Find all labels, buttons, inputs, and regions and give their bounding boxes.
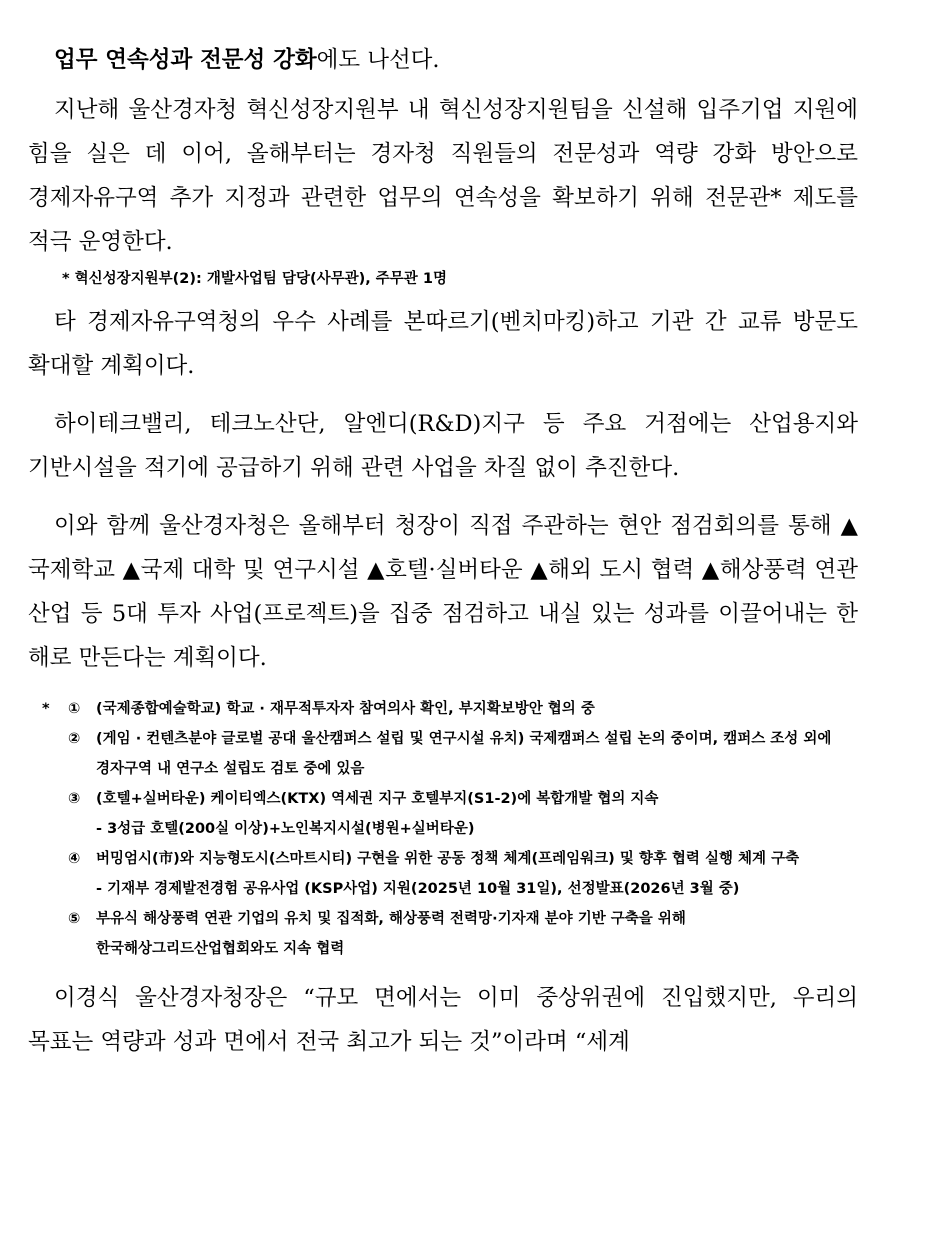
note-text: (호텔+실버타운) 케이티엑스(KTX) 역세권 지구 호텔부지(S1-2)에 복합개발 협의 지속 [96, 791, 659, 807]
note-number: ⑤ [68, 911, 81, 927]
note-number: ② [68, 731, 81, 747]
note-item-3 [28, 784, 858, 844]
document-page [28, 0, 858, 1064]
paragraph-3: 하이테크밸리, 테크노산단, 알엔디(R&D)지구 등 주요 거점에는 산업용지와 기반시설을 적기에 공급하기 위해 관련 사업을 차질 없이 추진한다. [28, 411, 858, 481]
note-subtext: - 3성급 호텔(200실 이상)+노인복지시설(병원+실버타운) [96, 821, 475, 837]
heading-bold: 업무 연속성과 전문성 강화 [54, 47, 317, 73]
note-text: 버밍엄시(市)와 지능형도시(스마트시티) 구현을 위한 공동 정책 체계(프레임워크) 및 향후 협력 실행 체계 구축 [96, 851, 800, 867]
note-text: (게임 · 컨텐츠분야 글로벌 공대 울산캠퍼스 설립 및 연구시설 유치) 국제캠퍼스 설립 논의 중이며, 캠퍼스 조성 외에 경자구역 내 연구소 설립도 검토 중에 있음 [96, 731, 832, 777]
notes-list [28, 694, 858, 964]
note-number: ① [68, 701, 81, 717]
note-number: ③ [68, 791, 81, 807]
note-subtext: - 기재부 경제발전경험 공유사업 (KSP사업) 지원(2025년 10월 31일), 선정발표(2026년 3월 중) [96, 881, 740, 897]
note-item-4 [28, 844, 858, 904]
paragraph-4: 이와 함께 울산경자청은 올해부터 청장이 직접 주관하는 현안 점검회의를 통해 ▲국제학교 ▲국제 대학 및 연구시설 ▲호텔·실버타운 ▲해외 도시 협력 ▲해상풍력 연관 산업 등 5대 투자 사업(프로젝트)을 집중 점검하고 내실 있는 성과를 이끌어내는 한 해로 만든다는 계획이다. [28, 513, 858, 671]
note-text: 부유식 해상풍력 연관 기업의 유치 및 집적화, 해상풍력 전력망·기자재 분야 기반 구축을 위해 한국해상그리드산업협회와도 지속 협력 [96, 911, 686, 957]
note-number: ④ [68, 851, 81, 867]
note-star: * [42, 701, 50, 717]
note-item-1 [28, 694, 858, 724]
heading-rest: 에도 나선다. [316, 47, 440, 73]
paragraph-2: 타 경제자유구역청의 우수 사례를 본따르기(벤치마킹)하고 기관 간 교류 방문도 확대할 계획이다. [28, 309, 858, 379]
note-text: (국제종합예술학교) 학교 · 재무적투자자 참여의사 확인, 부지확보방안 협의 중 [96, 701, 595, 717]
note-item-2 [28, 724, 858, 784]
note-item-5 [28, 904, 858, 964]
heading-line [28, 38, 858, 82]
footnote-1: * 혁신성장지원부(2): 개발사업팀 담당(사무관), 주무관 1명 [62, 271, 447, 287]
paragraph-1: 지난해 울산경자청 혁신성장지원부 내 혁신성장지원팀을 신설해 입주기업 지원에 힘을 실은 데 이어, 올해부터는 경자청 직원들의 전문성과 역량 강화 방안으로 경제자유구역 추가 지정과 관련한 업무의 연속성을 확보하기 위해 전문관* 제도를 적극 운영한다. [28, 97, 858, 255]
paragraph-5: 이경식 울산경자청장은 “규모 면에서는 이미 중상위권에 진입했지만, 우리의 목표는 역량과 성과 면에서 전국 최고가 되는 것”이라며 “세계 [28, 985, 858, 1055]
